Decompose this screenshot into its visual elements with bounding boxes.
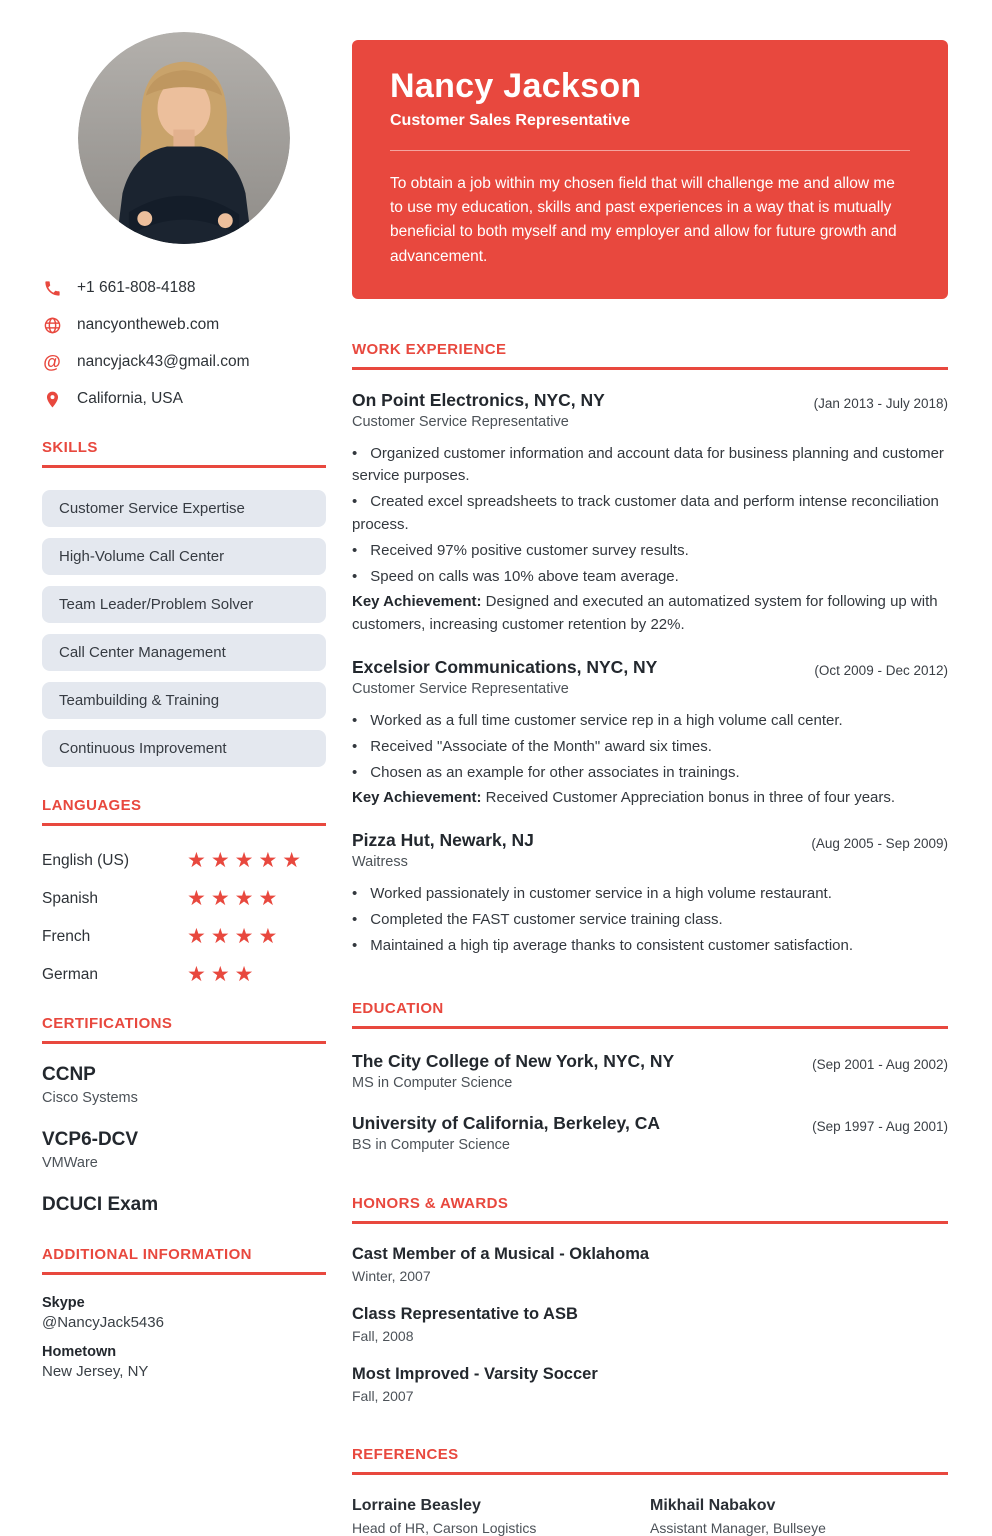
reference-name: Mikhail Nabakov	[650, 1496, 776, 1514]
education-section	[352, 1000, 948, 1153]
certification-org: VMWare	[42, 1155, 98, 1171]
degree-name: MS in Computer Science	[352, 1074, 513, 1091]
language-row	[42, 888, 326, 909]
skill-pill: High-Volume Call Center	[42, 538, 326, 575]
bullet-item: • Chosen as an example for other associates in trainings.	[352, 762, 948, 785]
additional-info-item	[42, 1295, 326, 1331]
references-list	[352, 1497, 948, 1536]
website-url: nancyontheweb.com	[77, 316, 220, 333]
bullet-item: • Maintained a high tip average thanks to consistent customer satisfaction.	[352, 935, 948, 958]
honor-entry	[352, 1305, 948, 1344]
section-rule	[352, 367, 948, 370]
phone-icon	[42, 278, 62, 298]
certifications-list	[42, 1064, 326, 1216]
section-rule	[42, 823, 326, 826]
certification-name: CCNP	[42, 1064, 96, 1085]
reference-entry	[650, 1497, 948, 1536]
skill-pill: Teambuilding & Training	[42, 682, 326, 719]
job-role: Customer Service Representative	[352, 681, 569, 698]
job-header	[352, 390, 948, 411]
additional-info-heading: ADDITIONAL INFORMATION	[42, 1246, 252, 1263]
reference-role: Head of HR, Carson Logistics	[352, 1519, 537, 1536]
info-label: Skype	[42, 1295, 85, 1311]
bullet-item: • Received "Associate of the Month" award six times.	[352, 736, 948, 759]
section-rule	[352, 1472, 948, 1475]
additional-info-list	[42, 1295, 326, 1380]
language-row	[42, 926, 326, 947]
education-dates: (Sep 2001 - Aug 2002)	[812, 1056, 948, 1072]
email-address: nancyjack43@gmail.com	[77, 353, 250, 370]
languages-list	[42, 850, 326, 985]
contact-section	[42, 278, 326, 409]
language-name: Spanish	[42, 889, 99, 907]
honor-entry	[352, 1245, 948, 1284]
star-rating: ★★★★	[187, 887, 283, 910]
info-label: Hometown	[42, 1344, 117, 1360]
certifications-heading: CERTIFICATIONS	[42, 1015, 173, 1032]
honor-title: Class Representative to ASB	[352, 1304, 578, 1323]
person-name: Nancy Jackson	[390, 67, 642, 105]
references-section	[352, 1446, 948, 1536]
school-name: The City College of New York, NYC, NY	[352, 1050, 675, 1071]
job-header	[352, 830, 948, 851]
key-achievement	[352, 787, 948, 810]
section-rule	[42, 1272, 326, 1275]
education-entry	[352, 1051, 948, 1091]
contact-item-website	[42, 315, 326, 335]
bullet-item: • Worked passionately in customer service in a high volume restaurant.	[352, 883, 948, 906]
location-icon	[42, 389, 62, 409]
job-bullets	[352, 443, 948, 637]
globe-icon	[42, 315, 62, 335]
work-experience-section	[352, 341, 948, 958]
bullet-item: • Received 97% positive customer survey results.	[352, 540, 948, 563]
honor-date: Fall, 2007	[352, 1387, 414, 1404]
honor-entry	[352, 1365, 948, 1404]
education-dates: (Sep 1997 - Aug 2001)	[812, 1118, 948, 1134]
section-rule	[352, 1221, 948, 1224]
references-heading: REFERENCES	[352, 1445, 459, 1463]
honors-section	[352, 1195, 948, 1404]
reference-entry	[352, 1497, 650, 1536]
skill-pill: Continuous Improvement	[42, 730, 326, 767]
objective-text: To obtain a job within my chosen field that will challenge me and allow me to use my education, skills and past experiences in a way that is mutually beneficial to both myself and my employer and allow for future growth and advancement.	[390, 175, 897, 265]
honors-heading: HONORS & AWARDS	[352, 1194, 509, 1212]
honor-title: Most Improved - Varsity Soccer	[352, 1364, 598, 1383]
language-name: French	[42, 927, 91, 945]
profile-photo	[78, 32, 290, 244]
skill-pill: Team Leader/Problem Solver	[42, 586, 326, 623]
sidebar	[42, 0, 326, 1404]
school-name: University of California, Berkeley, CA	[352, 1112, 660, 1133]
key-achievement-label: Key Achievement:	[352, 593, 482, 611]
reference-name: Lorraine Beasley	[352, 1496, 481, 1514]
info-value: New Jersey, NY	[42, 1363, 149, 1380]
job-role: Waitress	[352, 854, 408, 871]
skill-pill: Customer Service Expertise	[42, 490, 326, 527]
bullet-item: • Worked as a full time customer service rep in a high volume call center.	[352, 710, 948, 733]
contact-item-phone	[42, 278, 326, 298]
education-entry	[352, 1113, 948, 1153]
section-rule	[352, 1026, 948, 1029]
skill-pill: Call Center Management	[42, 634, 326, 671]
job-company: Pizza Hut, Newark, NJ	[352, 830, 534, 851]
section-rule	[42, 1041, 326, 1044]
section-rule	[42, 465, 326, 468]
certification-item	[42, 1194, 326, 1216]
contact-item-location	[42, 389, 326, 409]
additional-info-item	[42, 1344, 326, 1380]
degree-name: BS in Computer Science	[352, 1136, 510, 1153]
phone-number: +1 661-808-4188	[77, 279, 196, 296]
key-achievement-text: Received Customer Appreciation bonus in three of four years.	[485, 789, 896, 807]
job-entry	[352, 390, 948, 637]
education-heading: EDUCATION	[352, 999, 444, 1017]
job-company: Excelsior Communications, NYC, NY	[352, 657, 658, 678]
job-bullets	[352, 883, 948, 957]
bullet-item: • Speed on calls was 10% above team average.	[352, 566, 948, 589]
job-dates: (Jan 2013 - July 2018)	[813, 395, 948, 411]
job-role: Customer Service Representative	[352, 413, 569, 430]
honor-date: Winter, 2007	[352, 1267, 431, 1284]
info-value: @NancyJack5436	[42, 1314, 164, 1331]
key-achievement	[352, 591, 948, 637]
certification-name: DCUCI Exam	[42, 1194, 159, 1215]
skills-heading: SKILLS	[42, 439, 98, 456]
language-row	[42, 850, 326, 871]
certification-item	[42, 1064, 326, 1106]
skills-section	[42, 439, 326, 767]
languages-heading: LANGUAGES	[42, 797, 142, 814]
star-rating: ★★★★★	[187, 849, 307, 872]
certifications-section	[42, 1015, 326, 1216]
location-text: California, USA	[77, 390, 183, 407]
skills-list	[42, 490, 326, 767]
bullet-item: • Completed the FAST customer service training class.	[352, 909, 948, 932]
person-title: Customer Sales Representative	[390, 112, 631, 129]
reference-role: Assistant Manager, Bullseye	[650, 1519, 826, 1536]
job-company: On Point Electronics, NYC, NY	[352, 389, 605, 410]
work-experience-heading: WORK EXPERIENCE	[352, 340, 507, 358]
job-header	[352, 657, 948, 678]
star-rating: ★★★★	[187, 925, 283, 948]
language-name: English (US)	[42, 851, 129, 869]
star-rating: ★★★	[187, 963, 259, 986]
header-divider	[390, 150, 910, 151]
main-content	[352, 0, 948, 1536]
honor-date: Fall, 2008	[352, 1327, 414, 1344]
certification-org: Cisco Systems	[42, 1090, 138, 1106]
bullet-item: • Created excel spreadsheets to track customer data and perform intense reconciliation process.	[352, 491, 948, 537]
language-row	[42, 964, 326, 985]
education-header	[352, 1113, 948, 1134]
languages-section	[42, 797, 326, 985]
job-entry	[352, 830, 948, 957]
key-achievement-text: Designed and executed an automatized system for following up with customers, increasing customer retention by 22%.	[352, 593, 938, 634]
job-dates: (Aug 2005 - Sep 2009)	[811, 836, 948, 852]
language-name: German	[42, 965, 98, 983]
job-dates: (Oct 2009 - Dec 2012)	[814, 663, 948, 679]
key-achievement-label: Key Achievement:	[352, 789, 482, 807]
header-banner	[352, 40, 948, 299]
job-bullets	[352, 710, 948, 810]
bullet-item: • Organized customer information and account data for business planning and customer service purposes.	[352, 443, 948, 489]
certification-item	[42, 1129, 326, 1171]
contact-item-email	[42, 352, 326, 372]
certification-name: VCP6-DCV	[42, 1129, 139, 1150]
additional-info-section	[42, 1246, 326, 1380]
avatar-illustration	[78, 32, 290, 244]
honor-title: Cast Member of a Musical - Oklahoma	[352, 1244, 650, 1263]
education-header	[352, 1051, 948, 1072]
email-icon: @	[43, 352, 61, 372]
job-entry	[352, 657, 948, 810]
